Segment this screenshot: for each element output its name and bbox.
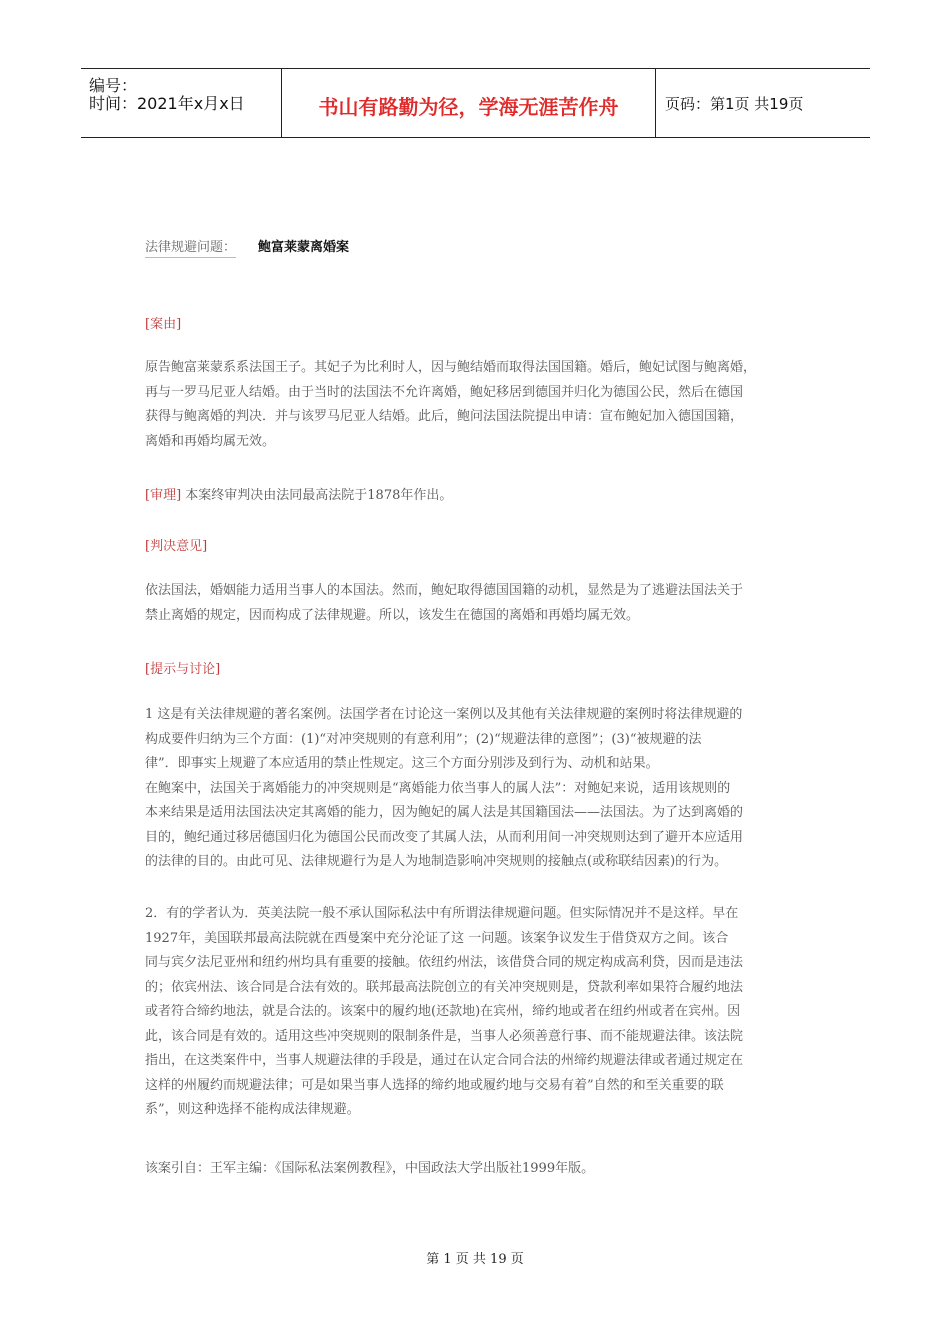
paragraph-line: 2．有的学者认为．英美法院一般不承认国际私法中有所谓法律规避问题。但实际情况并不是这样。早在 [145, 906, 739, 921]
time-label: 时间：2021年x月x日 [89, 94, 245, 113]
paragraph-line: 此，该合同是有效的。适用这些冲突规则的限制条件是，当事人必须善意行事、而不能规避法律。该法院 [145, 1028, 744, 1044]
motto-text: 书山有路勤为径，学海无涯苦作舟 [318, 95, 619, 119]
paragraph-line: 指出，在这类案件中，当事人规避法律的手段是，通过在认定合同合法的州缔约规避法律或者通过规定在 [145, 1053, 744, 1068]
header-info-cell [81, 69, 281, 137]
paragraph-line: 获得与鲍离婚的判决．并与该罗马尼亚人结婚。此后，鲍问法国法院提出申请：宣布鲍妃加入德国国籍， [145, 409, 744, 424]
paragraph-line: 同与宾夕法尼亚州和纽约州均具有重要的接触。依纽约州法，该借贷合同的规定构成高利贷，因而是违法 [145, 955, 744, 970]
paragraph-line: 系”，则这种选择不能构成法律规避。 [145, 1102, 360, 1117]
number-label: 编号： [89, 76, 138, 95]
paragraph-line: 构成要件归纳为三个方面：(1)“对冲突规则的有意利用”；(2)“规避法律的意图”；(3)“被规避的法 [145, 731, 702, 747]
case-paragraph [145, 356, 815, 454]
topic-label: 法律规避问题： [145, 236, 236, 258]
case-heading: [案由] [145, 317, 182, 332]
header-motto-cell [281, 69, 656, 137]
trial-heading: [审理] [145, 488, 182, 503]
paragraph-line: 这样的州履约而规避法律；可是如果当事人选择的缔约地或履约地与交易有着”自然的和至关重要的联 [145, 1077, 724, 1093]
paragraph-line: 离婚和再婚均属无效。 [145, 433, 276, 449]
case-title: 鲍富莱蒙离婚案 [258, 240, 350, 255]
paragraph-line: 律”．即事实上规避了本应适用的禁止性规定。这三个方面分别涉及到行为、动机和站果。 [145, 756, 659, 771]
page-code: 页码：第1页 共19页 [665, 95, 804, 113]
paragraph-line: 的；依宾州法、该合同是合法有效的。联邦最高法院创立的有关冲突规则是，贷款利率如果符合履约地法 [145, 979, 744, 995]
discussion-paragraph-1 [145, 703, 815, 875]
paragraph-line: 依法国法，婚姻能力适用当事人的本国法。然而，鲍妃取得德国国籍的动机，显然是为了逃避法国法关于 [145, 583, 744, 598]
page-footer: 第 1 页 共 19 页 [426, 1252, 524, 1267]
paragraph-line: 再与一罗马尼亚人结婚。由于当时的法国法不允许离婚，鲍妃移居到德国并归化为德国公民，然后在德国 [145, 384, 744, 400]
citation-line: 该案引自：王军主编：《国际私法案例教程》，中国政法大学出版社1999年版。 [145, 1161, 595, 1176]
paragraph-line: 1 这是有关法律规避的著名案例。法国学者在讨论这一案例以及其他有关法律规避的案例时将法律规避的 [145, 707, 743, 722]
paragraph-line: 本来结果是适用法国法决定其离婚的能力，因为鲍妃的属人法是其国籍国法——法国法。为了达到离婚的 [145, 805, 744, 820]
paragraph-line: 原告鲍富莱蒙系系法国王子。其妃子为比利时人，因与鲍结婚而取得法国国籍。婚后，鲍妃试图与鲍离婚， [145, 360, 757, 375]
opinion-heading: [判决意见] [145, 539, 208, 554]
discussion-heading: [提示与讨论] [145, 662, 221, 677]
trial-text: 本案终审判决由法同最高法院于1878年作出。 [181, 488, 453, 503]
header-page-cell [655, 69, 870, 137]
paragraph-line: 1927年，美国联邦最高法院就在西曼案中充分沦证了这 一问题。该案争议发生于借贷双方之间。该合 [145, 930, 729, 946]
trial-line [145, 484, 452, 503]
paragraph-line: 或者符合缔约地法，就是合法的。该案中的履约地(还款地)在宾州，缔约地或者在纽约州或者在宾州。因 [145, 1004, 741, 1019]
document-header [81, 68, 870, 138]
paragraph-line: 目的，鲍纪通过移居德国归化为德国公民而改变了其属人法，从而利用间一冲突规则达到了避开本应适用 [145, 829, 744, 845]
topic-line [145, 236, 349, 258]
paragraph-line: 的法律的目的。由此可见、法律规避行为是人为地制造影响冲突规则的接触点(或称联结因素)的行为。 [145, 854, 728, 869]
opinion-paragraph [145, 579, 815, 628]
paragraph-line: 禁止离婚的规定，因而构成了法律规避。所以，该发生在德国的离婚和再婚均属无效。 [145, 607, 640, 623]
discussion-paragraph-2 [145, 902, 815, 1123]
paragraph-line: 在鲍案中，法国关于离婚能力的冲突规则是“离婚能力依当事人的属人法”：对鲍妃来说，适用该规则的 [145, 780, 731, 796]
